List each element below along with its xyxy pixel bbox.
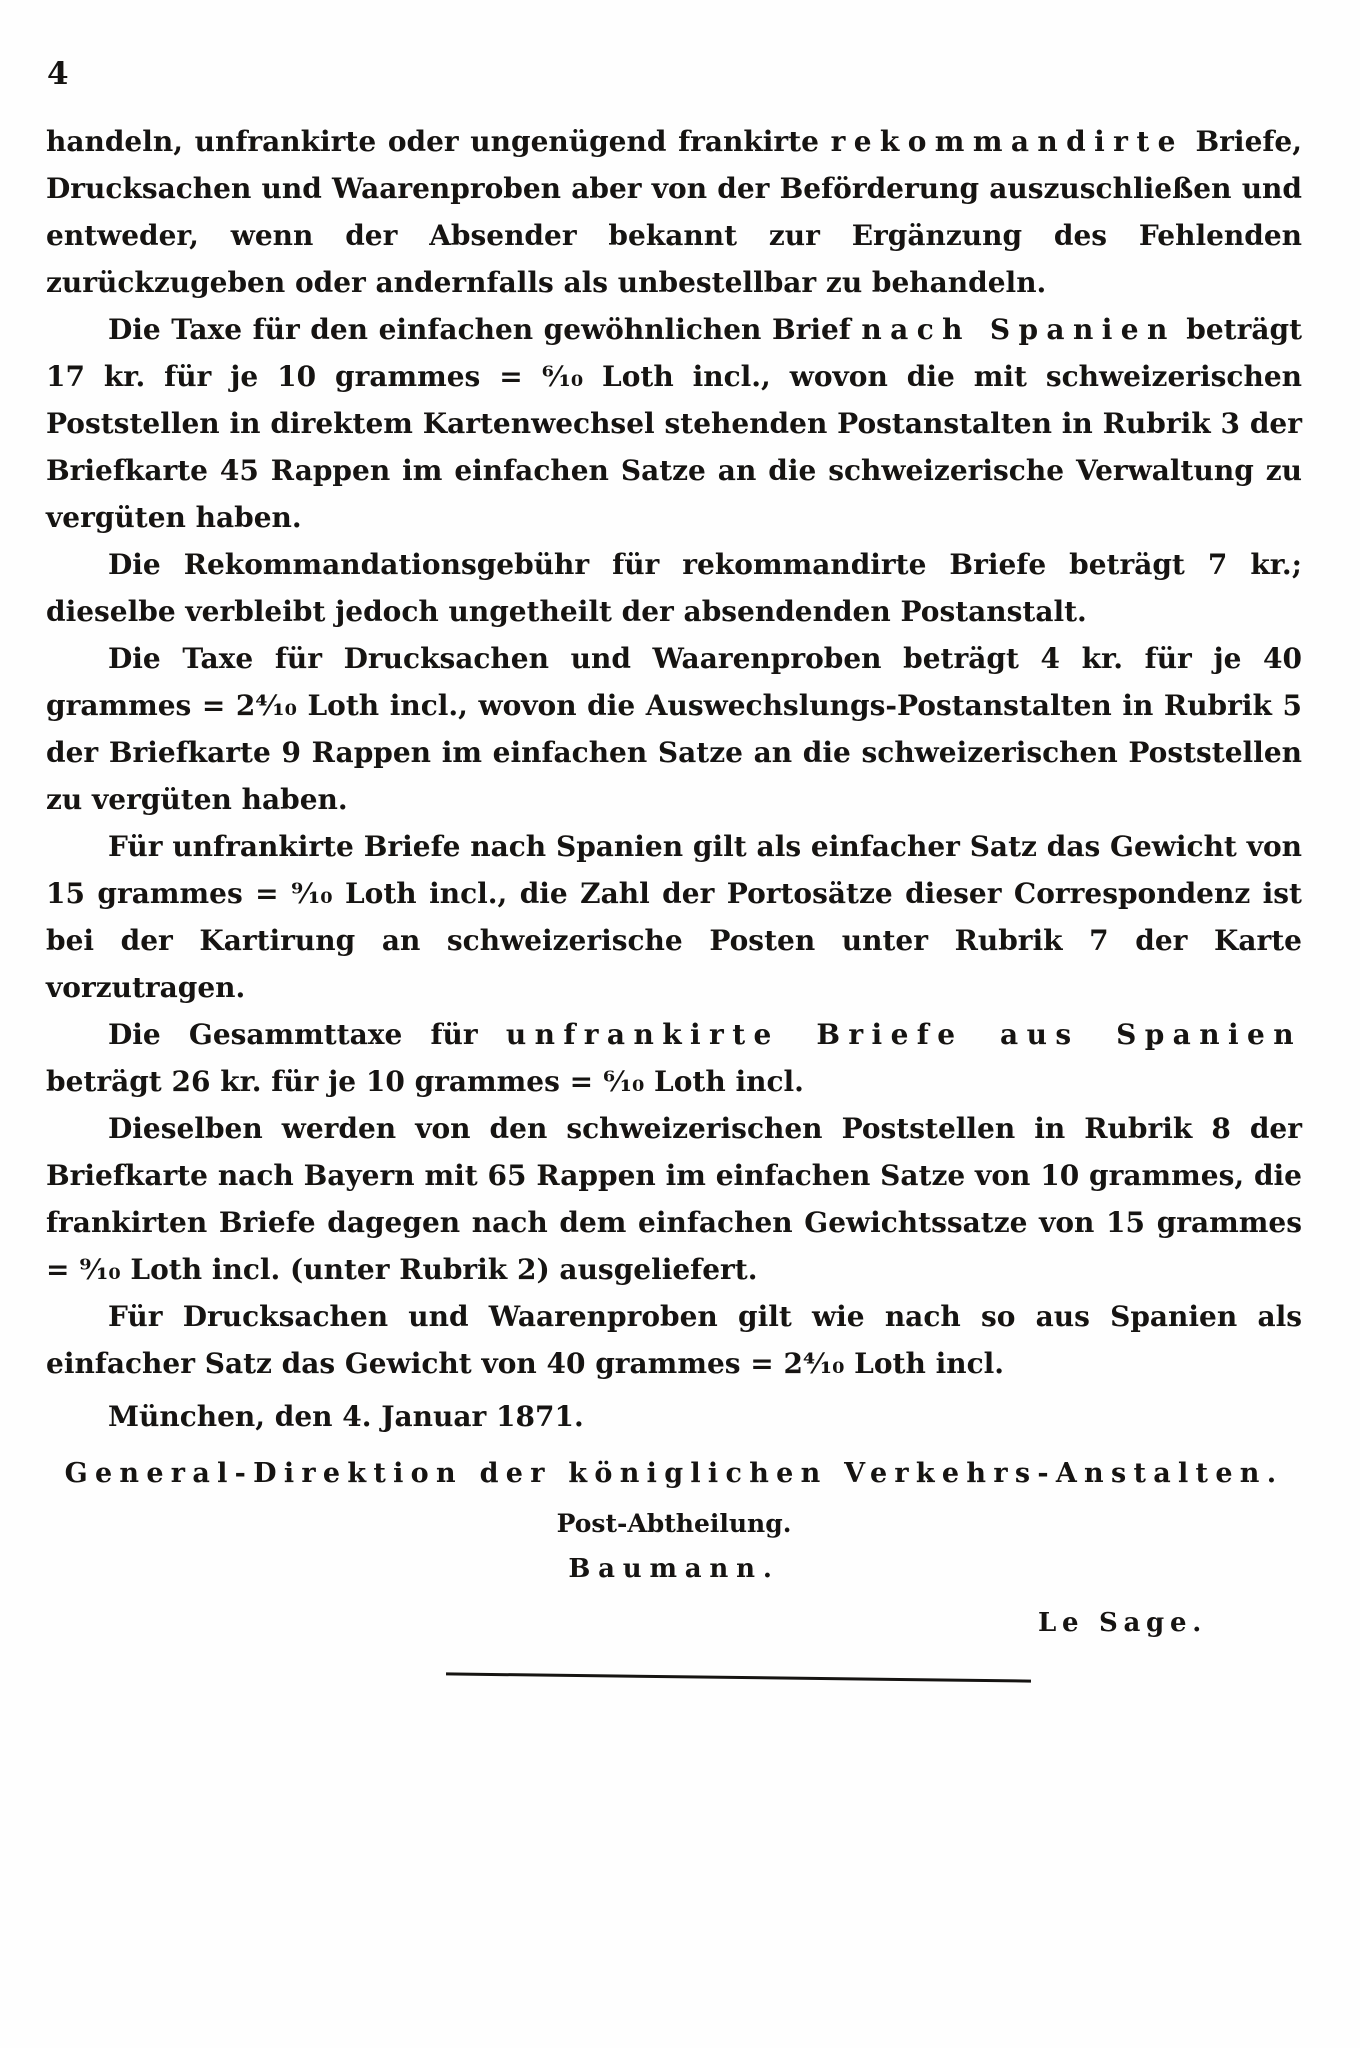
text-segment: Die Taxe für den einfachen gewöhnlichen Brief <box>108 313 862 346</box>
page-number: 4 <box>47 56 69 92</box>
paragraph <box>46 118 1302 306</box>
text-segment: Die Rekommandationsgebühr für rekommandirte Briefe beträgt 7 kr.; dieselbe verbleibt jedoch ungetheilt der absendenden Postanstalt. <box>46 548 1302 628</box>
text-segment: Die Gesammttaxe für <box>108 1018 506 1051</box>
closing-rule <box>446 1672 1031 1682</box>
text-segment: beträgt 17 kr. für je 10 grammes = ⁶⁄₁₀ Loth incl., wovon die mit schweizerischen Poststellen in direktem Kartenwechsel stehenden Postanstalten in Rubrik 3 der Briefkarte 45 Rappen im einfachen Satze an die schweizerische Verwaltung zu vergüten haben. <box>46 313 1303 534</box>
text-segment: handeln, unfrankirte oder ungenügend frankirte <box>46 125 831 158</box>
document-body <box>46 118 1302 1387</box>
text-segment: Für Drucksachen und Waarenproben gilt wie nach so aus Spanien als einfacher Satz das Gewicht von 40 grammes = 2⁴⁄₁₀ Loth incl. <box>46 1300 1302 1380</box>
paragraph <box>46 1105 1302 1293</box>
signature-name-left: Baumann. <box>568 1554 780 1584</box>
text-segment: Dieselben werden von den schweizerischen Poststellen in Rubrik 8 der Briefkarte nach Bayern mit 65 Rappen im einfachen Satze von 10 grammes, die frankirten Briefe dagegen nach dem einfachen Gewichtssatze von 15 grammes = ⁹⁄₁₀ Loth incl. (unter Rubrik 2) ausgeliefert. <box>46 1112 1302 1286</box>
emphasized-text-segment: rekommandirte <box>830 125 1184 158</box>
emphasized-text-segment: nach Spanien <box>861 313 1176 346</box>
paragraph <box>46 635 1302 823</box>
text-segment: Briefe, Drucksachen und Waarenproben aber von der Beförderung auszuschließen und entweder, wenn der Absender bekannt zur Ergänzung des Fehlenden zurückzugeben oder andernfalls als unbestellbar zu behandeln. <box>46 125 1302 299</box>
signature-organization: General-Direktion der königlichen Verkehrs-Anstalten. <box>64 1458 1284 1489</box>
paragraph <box>46 541 1302 635</box>
paragraph <box>46 1011 1302 1105</box>
paragraph <box>46 1293 1302 1387</box>
paragraph <box>46 306 1302 541</box>
emphasized-text-segment: unfrankirte Briefe aus Spanien <box>505 1018 1302 1051</box>
text-segment: Für unfrankirte Briefe nach Spanien gilt als einfacher Satz das Gewicht von 15 grammes = ⁹⁄₁₀ Loth incl., die Zahl der Portosätze dieser Correspondenz ist bei der Kartirung an schweizerische Posten unter Rubrik 7 der Karte vorzutragen. <box>46 830 1302 1004</box>
paragraph <box>46 823 1302 1011</box>
dateline: München, den 4. Januar 1871. <box>108 1400 584 1433</box>
signature-department: Post-Abtheilung. <box>556 1509 792 1538</box>
text-segment: beträgt 26 kr. für je 10 grammes = ⁶⁄₁₀ Loth incl. <box>46 1065 804 1098</box>
text-segment: Die Taxe für Drucksachen und Waarenproben beträgt 4 kr. für je 40 grammes = 2⁴⁄₁₀ Loth incl., wovon die Auswechslungs-Postanstalten in Rubrik 5 der Briefkarte 9 Rappen im einfachen Satze an die schweizerischen Poststellen zu vergüten haben. <box>46 642 1302 816</box>
signature-name-right: Le Sage. <box>1037 1608 1207 1638</box>
